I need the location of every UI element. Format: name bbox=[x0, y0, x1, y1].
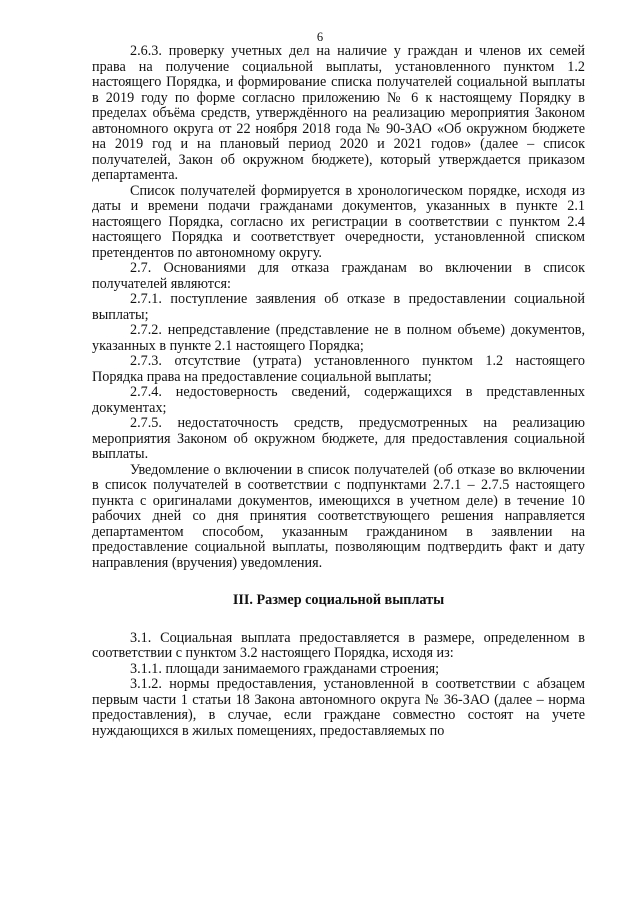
paragraph-2-6-3: 2.6.3. проверку учетных дел на наличие у граждан и членов их семей права на получение социальной выплаты, установленного пунктом 1.2 настоящего Порядка, и формирование списка получателей социальной выплаты в 2019 году по форме согласно приложению № 6 к настоящему Порядку в пределах объёма средств, утверждённого на реализацию мероприятия Законом автономного округа от 22 ноября 2018 года № 90-ЗАО «Об окружном бюджете на 2019 год и на плановый период 2020 и 2021 годов» (далее – список получателей, Закон об окружном бюджете), который утверждается приказом департамента. bbox=[92, 43, 585, 183]
document-body bbox=[92, 44, 585, 739]
paragraph-2-7: 2.7. Основаниями для отказа гражданам во включении в список получателей являются: bbox=[92, 260, 585, 292]
paragraph-recipients-list: Список получателей формируется в хронологическом порядке, исходя из даты и времени подачи гражданами документов, указанных в пункте 2.1 настоящего Порядка, согласно их регистрации в соответствии с пунктом 2.4 настоящего Порядка и соответствует очередности, установленной списком претендентов по автономному округу. bbox=[92, 182, 585, 261]
paragraph-3-1: 3.1. Социальная выплата предоставляется в размере, определенном в соответствии с пунктом 3.2 настоящего Порядка, исходя из: bbox=[92, 629, 585, 661]
paragraph-2-7-2: 2.7.2. непредставление (представление не в полном объеме) документов, указанных в пункте 2.1 настоящего Порядка; bbox=[92, 322, 585, 354]
paragraph-2-7-5: 2.7.5. недостаточность средств, предусмотренных на реализацию мероприятия Законом об окружном бюджете, для предоставления социальной выплаты. bbox=[92, 415, 585, 462]
page-number: 6 bbox=[316, 30, 324, 44]
section-heading: III. Размер социальной выплаты bbox=[232, 592, 445, 608]
paragraph-notification: Уведомление о включении в список получателей (об отказе во включении в список получателей в соответствии с подпунктами 2.7.1 – 2.7.5 настоящего пункта с оригиналами документов, имеющихся в учетном деле) в течение 10 рабочих дней со дня принятия соответствующего решения направляется департаментом способом, указанным гражданином в заявлении на предоставление социальной выплаты, позволяющим подтвердить факт и дату направления (вручения) уведомления. bbox=[92, 461, 585, 571]
paragraph-3-1-1: 3.1.1. площади занимаемого гражданами строения; bbox=[130, 660, 440, 677]
paragraph-3-1-2: 3.1.2. нормы предоставления, установленной в соответствии с абзацем первым части 1 статьи 18 Закона автономного округа № 36-ЗАО (далее – норма предоставления), в случае, если граждане совместно состоят на учете нуждающихся в жилых помещениях, предоставляемых по bbox=[92, 676, 585, 739]
paragraph-2-7-3: 2.7.3. отсутствие (утрата) установленного пунктом 1.2 настоящего Порядка права на предоставление социальной выплаты; bbox=[92, 353, 585, 385]
paragraph-2-7-1: 2.7.1. поступление заявления об отказе в предоставлении социальной выплаты; bbox=[92, 291, 585, 323]
paragraph-2-7-4: 2.7.4. недостоверность сведений, содержащихся в представленных документах; bbox=[92, 384, 585, 416]
